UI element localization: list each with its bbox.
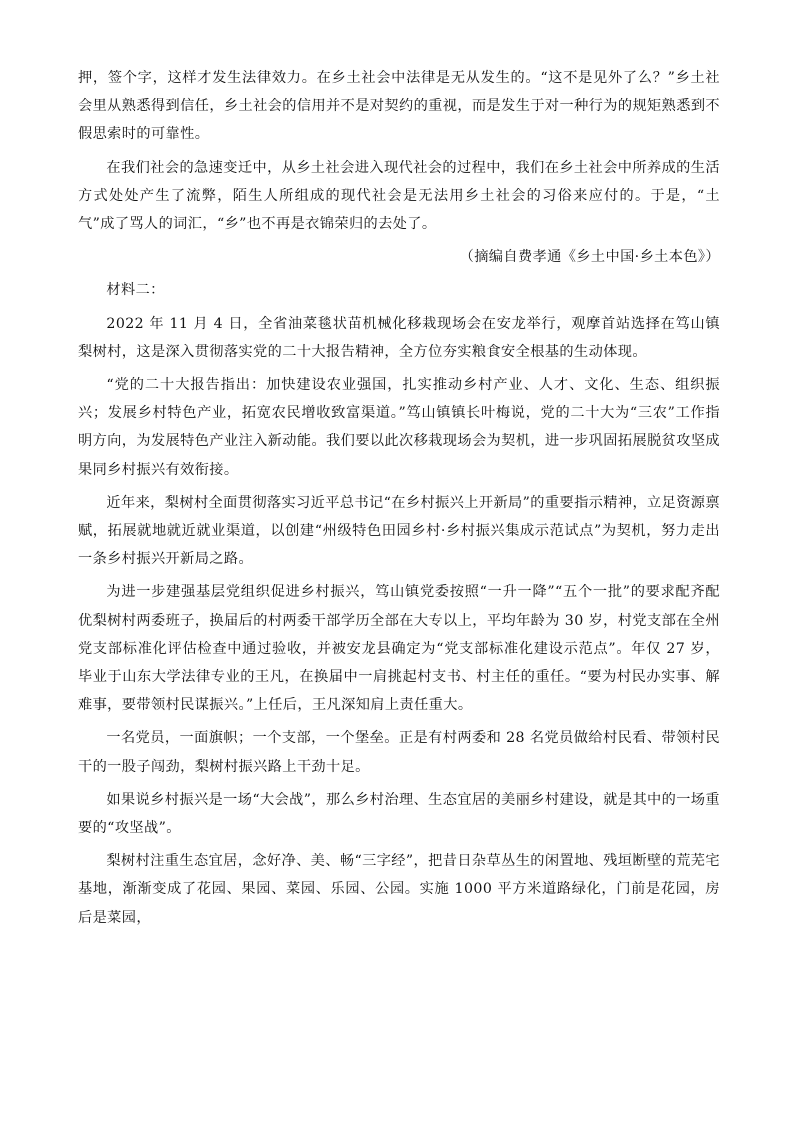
source-citation: （摘编自费孝通《乡土中国·乡土本色》） [459, 249, 720, 266]
paragraph: 近年来，梨树村全面贯彻落实习近平总书记“在乡村振兴上开新局”的重要指示精神，立足资源禀赋，拓展就地就近就业渠道，以创建“州级特色田园乡村·乡村振兴集成示范试点”为契机，努力走出一条乡村振兴开新局之路。 [78, 494, 720, 568]
document-page [78, 64, 720, 932]
paragraph-continued: 押，签个字，这样才发生法律效力。在乡土社会中法律是无从发生的。“这不是见外了么？”乡土社会里从熟悉得到信任，乡土社会的信用并不是对契约的重视，而是发生于对一种行为的规矩熟悉到不假思索时的可靠性。 [78, 70, 720, 143]
paragraph: “党的二十大报告指出：加快建设农业强国，扎实推动乡村产业、人才、文化、生态、组织振兴；发展乡村特色产业，拓宽农民增收致富渠道。”笃山镇镇长叶梅说，党的二十大为“三农”工作指明方向，为发展特色产业注入新动能。我们要以此次移栽现场会为契机，进一步巩固拓展脱贫攻坚成果同乡村振兴有效衔接。 [78, 377, 720, 478]
paragraph: 2022 年 11 月 4 日，全省油菜毯状苗机械化移栽现场会在安龙举行，观摩首站选择在笃山镇梨树村，这是深入贯彻落实党的二十大报告精神，全方位夯实粮食安全根基的生动体现。 [78, 315, 720, 360]
material-heading: 材料二： [106, 282, 165, 299]
paragraph: 一名党员，一面旗帜；一个支部，一个堡垒。正是有村两委和 28 名党员做给村民看、带领村民干的一股子闯劲，梨树村振兴路上干劲十足。 [78, 730, 720, 775]
paragraph: 如果说乡村振兴是一场“大会战”，那么乡村治理、生态宜居的美丽乡村建设，就是其中的一场重要的“攻坚战”。 [78, 791, 720, 837]
paragraph: 梨树村注重生态宜居，念好净、美、畅“三字经”，把昔日杂草丛生的闲置地、残垣断壁的荒芜宅基地，渐渐变成了花园、果园、菜园、乐园、公园。实施 1000 平方米道路绿化，门前是花园，房后是菜园， [78, 853, 720, 926]
paragraph: 为进一步建强基层党组织促进乡村振兴，笃山镇党委按照“一升一降”“五个一批”的要求配齐配优梨树村两委班子，换届后的村两委干部学历全部在大专以上，平均年龄为 30 岁，村党支部在全州党支部标准化评估检查中通过验收，并被安龙县确定为“党支部标准化建设示范点”。年仅 27 岁，毕业于山东大学法律专业的王凡，在换届中一肩挑起村支书、村主任的重任。“要为村民办实事、解难事，要带领村民谋振兴。”上任后，王凡深知肩上责任重大。 [78, 584, 720, 714]
paragraph: 在我们社会的急速变迁中，从乡土社会进入现代社会的过程中，我们在乡土社会中所养成的生活方式处处产生了流弊，陌生人所组成的现代社会是无法用乡土社会的习俗来应付的。于是，“土气”成了骂人的词汇，“乡”也不再是衣锦荣归的去处了。 [78, 159, 720, 233]
